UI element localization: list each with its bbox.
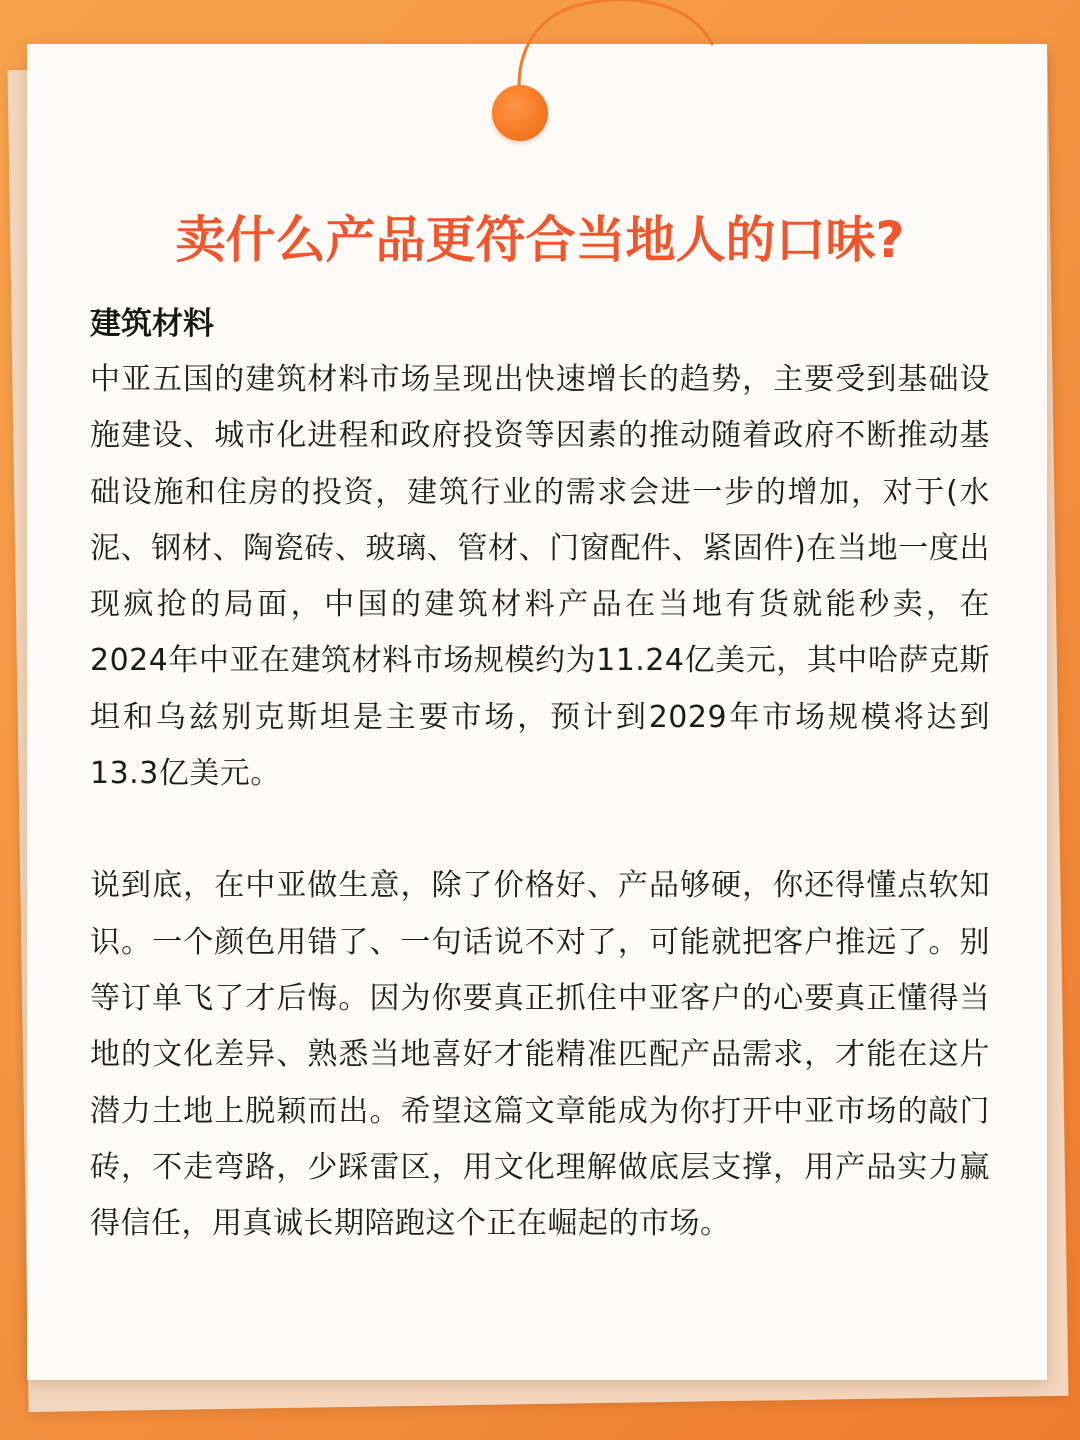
article-title: 卖什么产品更符合当地人的口味? bbox=[175, 211, 905, 269]
section-heading: 建筑材料 bbox=[90, 306, 214, 342]
paragraph-market-overview: 中亚五国的建筑材料市场呈现出快速增长的趋势，主要受到基础设施建设、城市化进程和政府投资等因素的推动随着政府不断推动基础设施和住房的投资，建筑行业的需求会进一步的增加，对于(水泥、钢材、陶瓷砖、玻璃、管材、门窗配件、紧固件)在当地一度出现疯抢的局面，中国的建筑材料产品在当地有货就能秒卖，在2024年中亚在建筑材料市场规模约为11.24亿美元，其中哈萨克斯坦和乌兹别克斯坦是主要市场，预计到2029年市场规模将达到13.3亿美元。 bbox=[90, 362, 990, 792]
pushpin-icon bbox=[492, 85, 548, 141]
article-body bbox=[90, 296, 990, 1252]
paragraph-conclusion: 说到底，在中亚做生意，除了价格好、产品够硬，你还得懂点软知识。一个颜色用错了、一句话说不对了，可能就把客户推远了。别等订单飞了才后悔。因为你要真正抓住中亚客户的心要真正懂得当地的文化差异、熟悉当地喜好才能精准匹配产品需求，才能在这片潜力土地上脱颖而出。希望这篇文章能成为你打开中亚市场的敲门砖，不走弯路，少踩雷区，用文化理解做底层支撑，用产品实力赢得信任，用真诚长期陪跑这个正在崛起的市场。 bbox=[90, 868, 990, 1242]
